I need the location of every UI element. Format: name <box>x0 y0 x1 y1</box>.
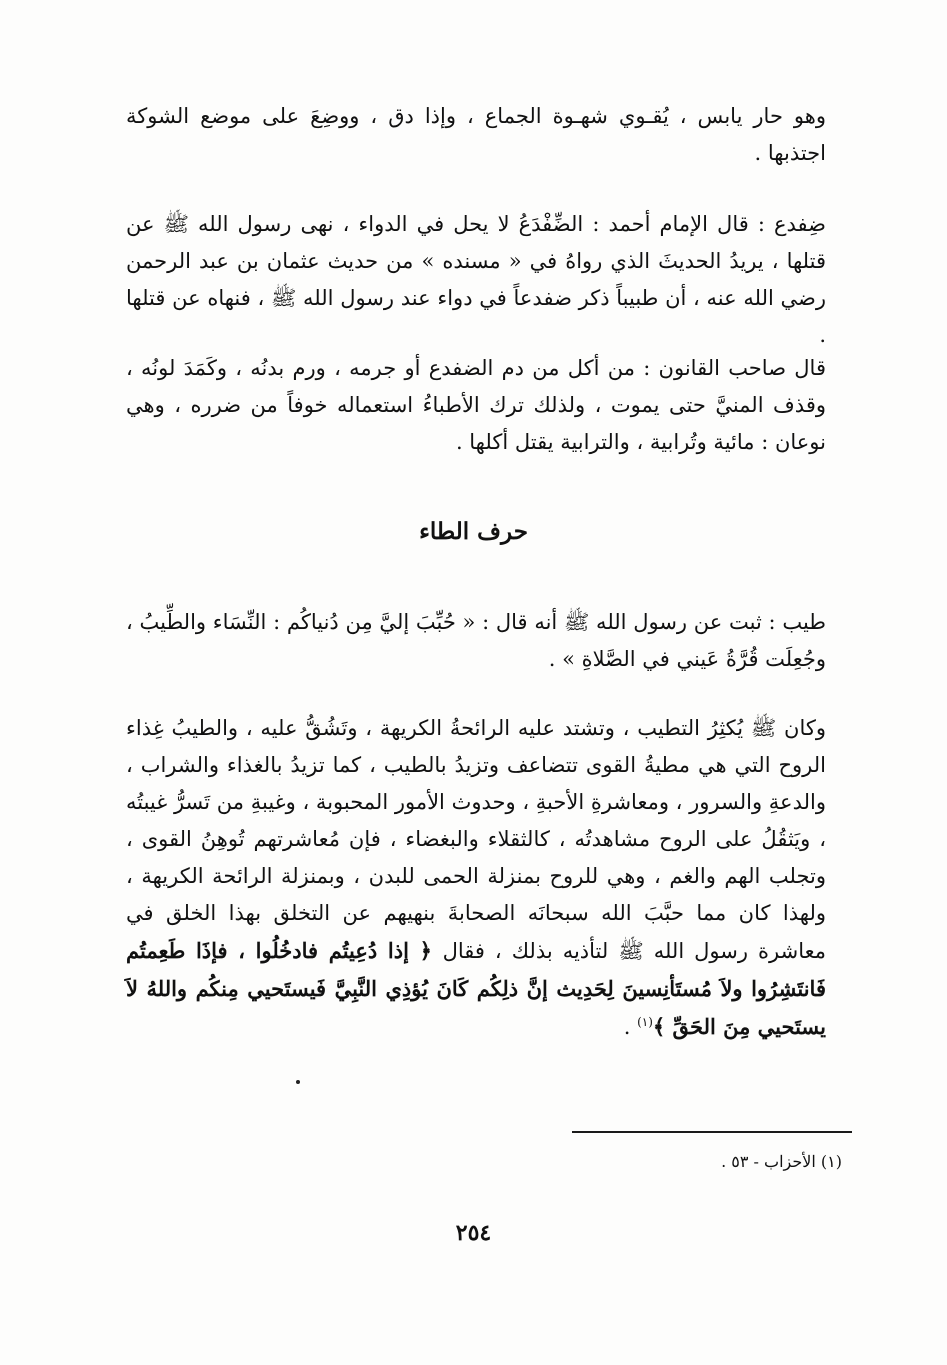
paragraph-text: قال الإمام أحمد : الضِّفْدَعُ لا يحل في الدواء ، نهى رسول الله ﷺ عن قتلها ، يريدُ الحديثَ الذي رواهُ في « مسنده » من حديث عثمان بن عبد الرحمن رضي الله عنه ، أن طبيباً ذكر ضفدعاً في دواء عند رسول الله ﷺ ، فنهاه عن قتلها . <box>126 212 826 347</box>
paragraph-perfume-hadith <box>126 604 826 678</box>
entry-title-perfume: طيب : <box>768 610 827 634</box>
paragraph-canon-quote <box>126 350 826 461</box>
page-number: ٢٥٤ <box>455 1220 492 1246</box>
paragraph-perfume-discussion <box>126 710 826 1046</box>
quran-quote: ﴿ إذا دُعِيتُم فادخُلُوا ، فإذَا طَعِمتُم فَانتَشِرُوا ولاَ مُستَأنِسينَ لِحَدِيث إنَّ ذلِكُم كَانَ يُؤذِي النَّبِيَّ فَيستَحيي مِنكُم واللهُ لاَ يستَحيي مِنَ الحَقِّ ﴾ <box>126 938 826 1039</box>
paragraph-frog <box>126 206 826 354</box>
footnote-reference: (١) <box>637 1015 653 1029</box>
section-heading: حرف الطاء <box>419 518 528 545</box>
paragraph-thorn-remedy <box>126 98 826 172</box>
footnote-divider <box>572 1131 852 1133</box>
paragraph-end: . <box>623 1015 638 1039</box>
footnote: (١) الأحزاب - ٥٣ . <box>721 1152 842 1171</box>
paragraph-text: وهو حار يابس ، يُقـوي شهـوة الجماع ، وإذا دق ، ووضِعَ على موضع الشوكة اجتذبها . <box>126 104 826 165</box>
paragraph-text: ثبت عن رسول الله ﷺ أنه قال : « حُبِّبَ إليَّ مِن دُنياكُم : النِّسَاء والطِّيبُ ، وجُعِلَت قُرَّةُ عَيني في الصَّلاةِ » . <box>126 610 826 671</box>
entry-title-frog: ضِفدع : <box>757 212 826 236</box>
stray-dot <box>296 1080 300 1084</box>
paragraph-text: وكان ﷺ يُكثِرُ التطيب ، وتشتد عليه الرائحةُ الكريهة ، وتَشُقُّ عليه ، والطيبُ غِذاء الروح التي هي مطيةُ القوى تتضاعف وتزيدُ بالطيب ، كما تزيدُ بالغذاء والشراب ، والدعةِ والسرور ، ومعاشرةِ الأحبةِ ، وحدوث الأمور المحبوبة ، وغيبةِ من تَسرُّ غيبتُه ، ويَثقُلُ على الروح مشاهدتُه ، كالثقلاء والبغضاء ، فإن مُعاشرتهم تُوهِنُ القوى ، وتجلب الهم والغم ، وهي للروح بمنزلة الحمى للبدن ، وبمنزلة الرائحة الكريهة ، ولهذا كان مما حبَّبَ الله سبحانَه الصحابةَ بنهيهم عن التخلق بهذا الخلق في معاشرة رسول الله ﷺ لتأذيه بذلك ، فقال <box>126 716 827 963</box>
paragraph-text: قال صاحب القانون : من أكل من دم الضفدع أو جرمه ، ورم بدنُه ، وكَمَدَ لونُه ، وقذف المنيَّ حتى يموت ، ولذلك ترك الأطباءُ استعماله خوفاً من ضرره ، وهي نوعان : مائية وتُرابية ، والترابية يقتل أكلها . <box>126 356 826 454</box>
